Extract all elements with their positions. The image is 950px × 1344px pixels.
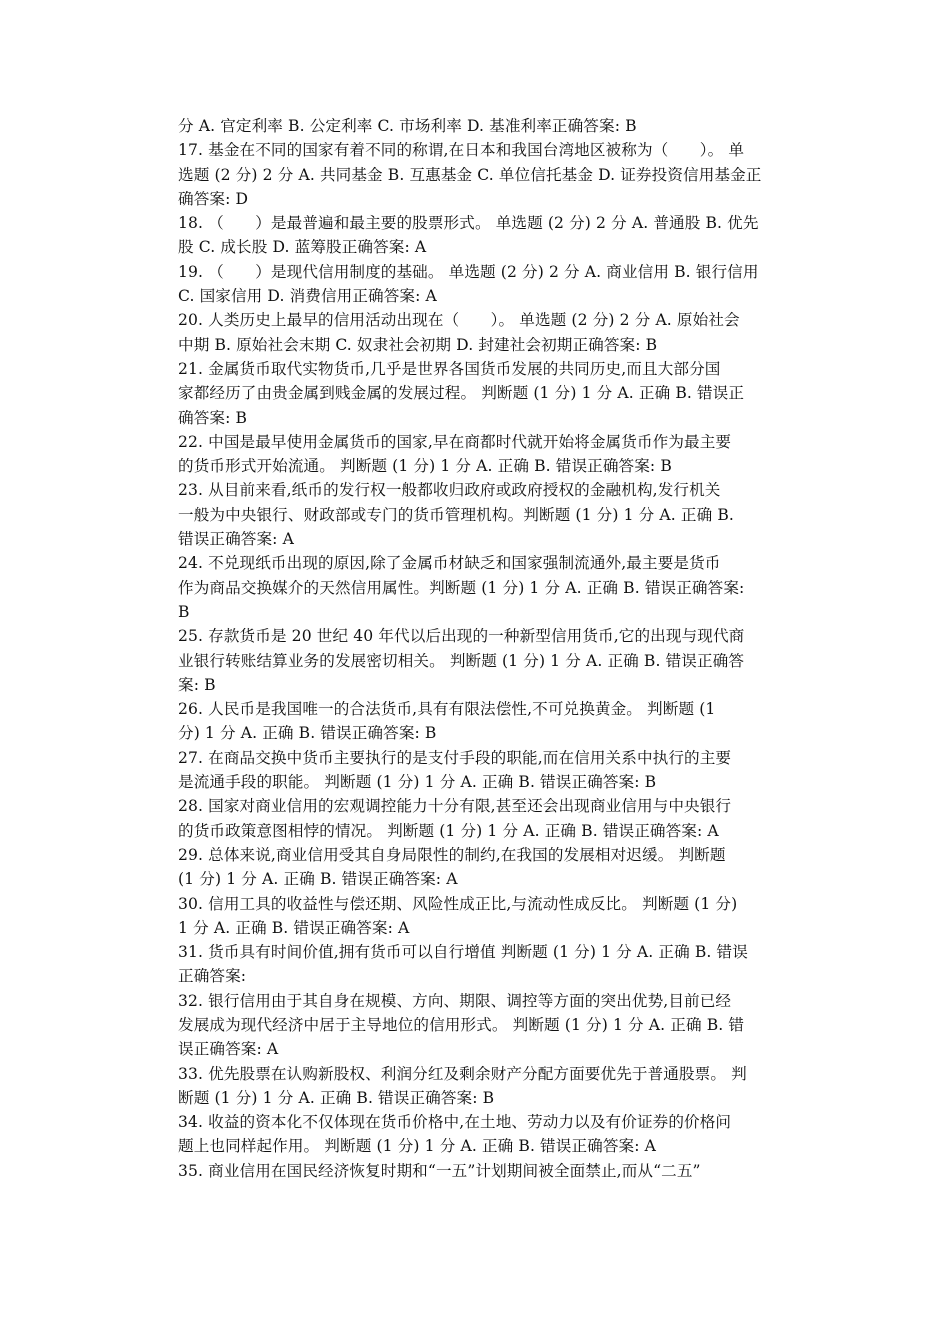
text-line: 一般为中央银行、财政部或专门的货币管理机构。判断题 (1 分) 1 分 A. 正确 B. bbox=[178, 505, 734, 524]
text-line: 中期 B. 原始社会末期 C. 奴隶社会初期 D. 封建社会初期正确答案: B bbox=[178, 335, 658, 354]
text-line: 17. 基金在不同的国家有着不同的称谓,在日本和我国台湾地区被称为（ ）。 单 bbox=[178, 141, 745, 160]
text-line: 27. 在商品交换中货币主要执行的是支付手段的职能,而在信用关系中执行的主要 bbox=[178, 748, 732, 767]
text-line: 33. 优先股票在认购新股权、利润分红及剩余财产分配方面要优先于普通股票。 判 bbox=[178, 1064, 747, 1083]
text-line: 断题 (1 分) 1 分 A. 正确 B. 错误正确答案: B bbox=[178, 1088, 495, 1107]
text-line: 确答案: D bbox=[178, 189, 249, 208]
text-line: 23. 从目前来看,纸币的发行权一般都收归政府或政府授权的金融机构,发行机关 bbox=[178, 481, 721, 500]
text-line: 25. 存款货币是 20 世纪 40 年代以后出现的一种新型信用货币,它的出现与现代商 bbox=[178, 627, 745, 646]
text-line: 29. 总体来说,商业信用受其自身局限性的制约,在我国的发展相对迟缓。 判断题 bbox=[178, 845, 726, 864]
text-line: 发展成为现代经济中居于主导地位的信用形式。 判断题 (1 分) 1 分 A. 正确 B. 错 bbox=[178, 1015, 745, 1034]
text-line: 是流通手段的职能。 判断题 (1 分) 1 分 A. 正确 B. 错误正确答案: B bbox=[178, 773, 657, 792]
text-line: 20. 人类历史上最早的信用活动出现在（ ）。 单选题 (2 分) 2 分 A. 原始社会 bbox=[178, 311, 740, 330]
text-line: 分 A. 官定利率 B. 公定利率 C. 市场利率 D. 基准利率正确答案: B bbox=[178, 117, 637, 135]
text-line: (1 分) 1 分 A. 正确 B. 错误正确答案: A bbox=[178, 870, 458, 889]
text-line: 1 分 A. 正确 B. 错误正确答案: A bbox=[178, 918, 410, 937]
text-line: C. 国家信用 D. 消费信用正确答案: A bbox=[178, 287, 437, 306]
text-line: 股 C. 成长股 D. 蓝筹股正确答案: A bbox=[178, 238, 427, 257]
text-line: 24. 不兑现纸币出现的原因,除了金属币材缺乏和国家强制流通外,最主要是货币 bbox=[178, 554, 721, 573]
text-line: 的货币形式开始流通。 判断题 (1 分) 1 分 A. 正确 B. 错误正确答案: B bbox=[178, 457, 672, 476]
text-line: 35. 商业信用在国民经济恢复时期和“一五”计划期间被全面禁止,而从“二五” bbox=[178, 1161, 701, 1180]
text-line: 26. 人民币是我国唯一的合法货币,具有有限法偿性,不可兑换黄金。 判断题 (1 bbox=[178, 700, 716, 719]
text-line: 22. 中国是最早使用金属货币的国家,早在商都时代就开始将金属货币作为最主要 bbox=[178, 432, 732, 451]
text-line: 正确答案: bbox=[178, 967, 247, 986]
text-line: 30. 信用工具的收益性与偿还期、风险性成正比,与流动性成反比。 判断题 (1 分) bbox=[178, 894, 738, 913]
text-line: 错误正确答案: A bbox=[178, 530, 294, 549]
text-line: 选题 (2 分) 2 分 A. 共同基金 B. 互惠基金 C. 单位信托基金 D. 证券投资信用基金正 bbox=[178, 165, 762, 184]
text-line: 确答案: B bbox=[178, 408, 248, 427]
text-line: 的货币政策意图相悖的情况。 判断题 (1 分) 1 分 A. 正确 B. 错误正确答案: A bbox=[178, 821, 719, 840]
text-line: 案: B bbox=[178, 675, 216, 694]
text-line: 误正确答案: A bbox=[178, 1040, 279, 1059]
document-body bbox=[178, 114, 808, 1183]
text-line: 题上也同样起作用。 判断题 (1 分) 1 分 A. 正确 B. 错误正确答案: A bbox=[178, 1137, 656, 1156]
text-line: 业银行转账结算业务的发展密切相关。 判断题 (1 分) 1 分 A. 正确 B. 错误正确答 bbox=[178, 651, 745, 670]
text-line: 作为商品交换媒介的天然信用属性。判断题 (1 分) 1 分 A. 正确 B. 错误正确答案: bbox=[178, 578, 745, 597]
text-line: 32. 银行信用由于其自身在规模、方向、期限、调控等方面的突出优势,目前已经 bbox=[178, 991, 732, 1010]
text-line: 19. （ ）是现代信用制度的基础。 单选题 (2 分) 2 分 A. 商业信用 B. 银行信用 bbox=[178, 262, 759, 281]
text-line: 18. （ ）是最普遍和最主要的股票形式。 单选题 (2 分) 2 分 A. 普通股 B. 优先 bbox=[178, 214, 759, 233]
text-line: 家都经历了由贵金属到贱金属的发展过程。 判断题 (1 分) 1 分 A. 正确 B. 错误正 bbox=[178, 384, 745, 403]
text-line: 分) 1 分 A. 正确 B. 错误正确答案: B bbox=[178, 724, 437, 743]
text-line: 28. 国家对商业信用的宏观调控能力十分有限,甚至还会出现商业信用与中央银行 bbox=[178, 797, 732, 816]
text-line: 31. 货币具有时间价值,拥有货币可以自行增值 判断题 (1 分) 1 分 A. 正确 B. 错误 bbox=[178, 943, 748, 962]
text-line: 34. 收益的资本化不仅体现在货币价格中,在土地、劳动力以及有价证券的价格问 bbox=[178, 1113, 732, 1132]
text-line: B bbox=[178, 602, 190, 621]
text-line: 21. 金属货币取代实物货币,几乎是世界各国货币发展的共同历史,而且大部分国 bbox=[178, 359, 721, 378]
